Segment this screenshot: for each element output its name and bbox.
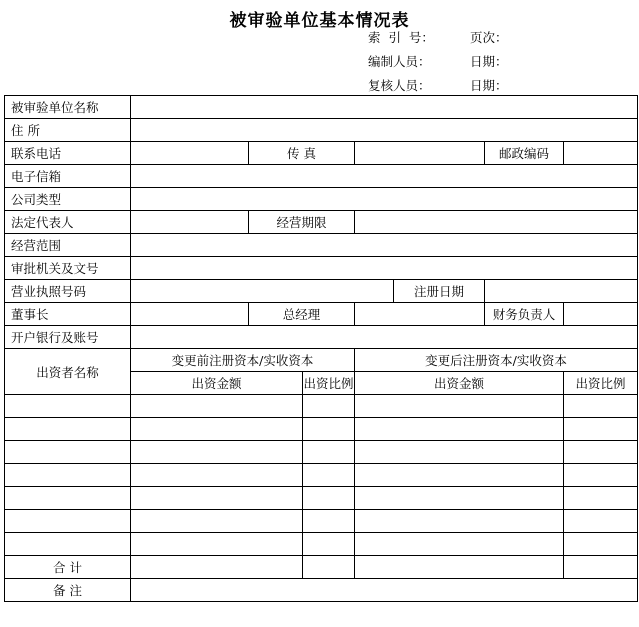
after-amount-cell[interactable] <box>355 395 564 418</box>
investor-name-cell[interactable] <box>5 441 131 464</box>
after-capital-header: 变更后注册资本/实收资本 <box>355 349 638 372</box>
chairman-value[interactable] <box>131 303 249 326</box>
after-ratio-cell[interactable] <box>564 533 638 556</box>
before-ratio-header: 出资比例 <box>303 372 355 395</box>
investor-name-cell[interactable] <box>5 487 131 510</box>
investor-row <box>5 487 638 510</box>
after-amount-cell[interactable] <box>355 464 564 487</box>
chairman-label: 董事长 <box>5 303 131 326</box>
investor-row <box>5 533 638 556</box>
after-amount-header: 出资金额 <box>355 372 564 395</box>
investor-row <box>5 464 638 487</box>
total-after-amount[interactable] <box>355 556 564 579</box>
unit-name-label: 被审验单位名称 <box>5 96 131 119</box>
after-amount-cell[interactable] <box>355 533 564 556</box>
investor-name-header: 出资者名称 <box>5 349 131 395</box>
before-capital-header: 变更前注册资本/实收资本 <box>131 349 355 372</box>
info-table <box>4 95 638 602</box>
postcode-value[interactable] <box>564 142 638 165</box>
before-amount-cell[interactable] <box>131 510 303 533</box>
address-label: 住 所 <box>5 119 131 142</box>
after-ratio-cell[interactable] <box>564 487 638 510</box>
after-ratio-cell[interactable] <box>564 464 638 487</box>
approval-value[interactable] <box>131 257 638 280</box>
after-ratio-cell[interactable] <box>564 441 638 464</box>
term-label: 经营期限 <box>249 211 355 234</box>
postcode-label: 邮政编码 <box>485 142 564 165</box>
before-ratio-cell[interactable] <box>303 418 355 441</box>
investor-row <box>5 510 638 533</box>
bank-label: 开户银行及账号 <box>5 326 131 349</box>
investor-name-cell[interactable] <box>5 418 131 441</box>
before-amount-header: 出资金额 <box>131 372 303 395</box>
before-ratio-cell[interactable] <box>303 441 355 464</box>
after-ratio-header: 出资比例 <box>564 372 638 395</box>
email-label: 电子信箱 <box>5 165 131 188</box>
page-title: 被审验单位基本情况表 <box>229 11 410 31</box>
after-ratio-cell[interactable] <box>564 395 638 418</box>
after-amount-cell[interactable] <box>355 487 564 510</box>
legal-rep-value[interactable] <box>131 211 249 234</box>
phone-value[interactable] <box>131 142 249 165</box>
after-amount-cell[interactable] <box>355 441 564 464</box>
before-amount-cell[interactable] <box>131 395 303 418</box>
after-amount-cell[interactable] <box>355 510 564 533</box>
reviewed-by-label: 复核人员： <box>368 78 431 93</box>
reg-date-value[interactable] <box>485 280 638 303</box>
cfo-value[interactable] <box>564 303 638 326</box>
address-value[interactable] <box>131 119 638 142</box>
total-label: 合 计 <box>5 556 131 579</box>
before-amount-cell[interactable] <box>131 418 303 441</box>
date-label-1: 日期： <box>470 54 508 69</box>
page-label: 页次： <box>470 30 508 45</box>
index-no-label: 索 引 号： <box>368 30 434 45</box>
investor-name-cell[interactable] <box>5 510 131 533</box>
scope-value[interactable] <box>131 234 638 257</box>
investor-row <box>5 441 638 464</box>
fax-value[interactable] <box>355 142 485 165</box>
investor-row <box>5 418 638 441</box>
before-amount-cell[interactable] <box>131 487 303 510</box>
phone-label: 联系电话 <box>5 142 131 165</box>
license-label: 营业执照号码 <box>5 280 131 303</box>
investor-row <box>5 395 638 418</box>
bank-value[interactable] <box>131 326 638 349</box>
scope-label: 经营范围 <box>5 234 131 257</box>
approval-label: 审批机关及文号 <box>5 257 131 280</box>
before-ratio-cell[interactable] <box>303 395 355 418</box>
investor-name-cell[interactable] <box>5 395 131 418</box>
before-amount-cell[interactable] <box>131 441 303 464</box>
term-value[interactable] <box>355 211 638 234</box>
legal-rep-label: 法定代表人 <box>5 211 131 234</box>
date-label-2: 日期： <box>470 78 508 93</box>
gm-label: 总经理 <box>249 303 355 326</box>
after-amount-cell[interactable] <box>355 418 564 441</box>
total-before-ratio[interactable] <box>303 556 355 579</box>
before-ratio-cell[interactable] <box>303 510 355 533</box>
fax-label: 传 真 <box>249 142 355 165</box>
gm-value[interactable] <box>355 303 485 326</box>
before-ratio-cell[interactable] <box>303 487 355 510</box>
total-before-amount[interactable] <box>131 556 303 579</box>
reg-date-label: 注册日期 <box>394 280 485 303</box>
investor-name-cell[interactable] <box>5 533 131 556</box>
investor-name-cell[interactable] <box>5 464 131 487</box>
cfo-label: 财务负责人 <box>485 303 564 326</box>
after-ratio-cell[interactable] <box>564 510 638 533</box>
before-ratio-cell[interactable] <box>303 533 355 556</box>
license-value[interactable] <box>131 280 394 303</box>
unit-name-value[interactable] <box>131 96 638 119</box>
total-after-ratio[interactable] <box>564 556 638 579</box>
email-value[interactable] <box>131 165 638 188</box>
remarks-label: 备 注 <box>5 579 131 602</box>
before-amount-cell[interactable] <box>131 533 303 556</box>
before-amount-cell[interactable] <box>131 464 303 487</box>
remarks-value[interactable] <box>131 579 638 602</box>
company-type-label: 公司类型 <box>5 188 131 211</box>
after-ratio-cell[interactable] <box>564 418 638 441</box>
prepared-by-label: 编制人员： <box>368 54 431 69</box>
company-type-value[interactable] <box>131 188 638 211</box>
before-ratio-cell[interactable] <box>303 464 355 487</box>
